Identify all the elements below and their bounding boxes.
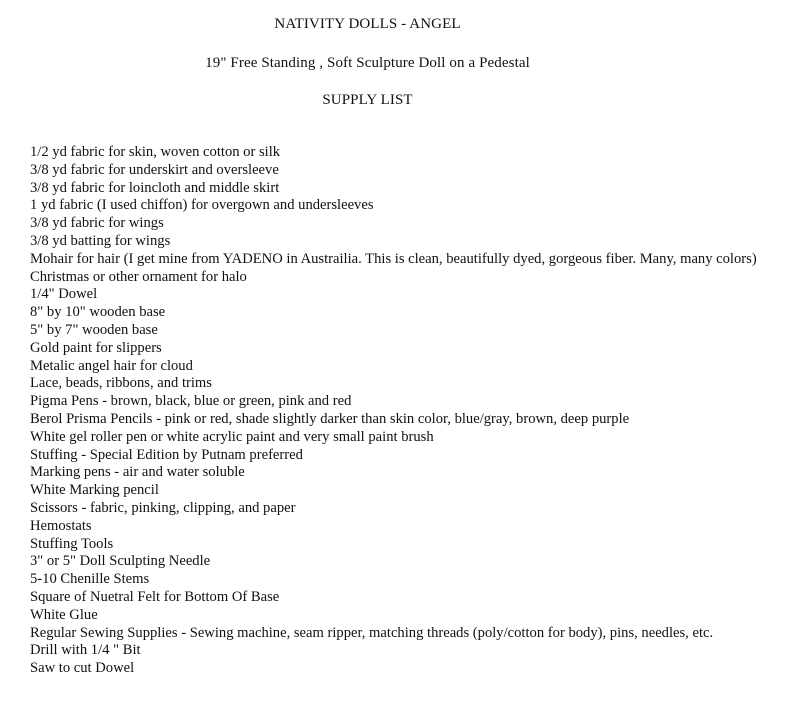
supply-item: 8" by 10" wooden base — [30, 304, 166, 321]
section-heading: SUPPLY LIST — [322, 92, 413, 108]
supply-item: Lace, beads, ribbons, and trims — [30, 375, 212, 392]
supply-item: White Marking pencil — [30, 482, 159, 499]
document-subtitle: 19" Free Standing , Soft Sculpture Doll on a Pedestal — [205, 55, 530, 71]
supply-item: 1/2 yd fabric for skin, woven cotton or silk — [30, 144, 281, 160]
supply-item: Square of Nuetral Felt for Bottom Of Base — [30, 588, 280, 605]
supply-item: Christmas or other ornament for halo — [30, 268, 247, 285]
supply-item: White gel roller pen or white acrylic paint and very small paint brush — [30, 428, 434, 445]
supply-item: White Glue — [30, 606, 98, 623]
supply-item: Gold paint for slippers — [30, 339, 162, 356]
supply-item: Scissors - fabric, pinking, clipping, and paper — [30, 499, 296, 516]
supply-item: 3/8 yd fabric for wings — [30, 215, 164, 232]
supply-item: 5-10 Chenille Stems — [30, 571, 150, 588]
supply-list — [30, 144, 795, 678]
supply-item: Stuffing - Special Edition by Putnam preferred — [30, 446, 303, 463]
supply-item: Marking pens - air and water soluble — [30, 464, 245, 481]
supply-item: Saw to cut Dowel — [30, 660, 135, 677]
supply-item: Hemostats — [30, 517, 92, 534]
supply-item: 5" by 7" wooden base — [30, 321, 158, 338]
document-title: NATIVITY DOLLS - ANGEL — [274, 16, 461, 32]
supply-item: Metalic angel hair for cloud — [30, 357, 193, 374]
supply-item: 3" or 5" Doll Sculpting Needle — [30, 553, 211, 570]
supply-item: Stuffing Tools — [30, 535, 114, 552]
supply-item: Mohair for hair (I get mine from YADENO in Austrailia. This is clean, beautifully dyed, gorgeous fiber. Many, many colors) — [30, 250, 757, 267]
supply-item: 1/4" Dowel — [30, 286, 98, 303]
supply-item: Berol Prisma Pencils - pink or red, shade slightly darker than skin color, blue/gray, brown, deep purple — [30, 410, 630, 427]
supply-item: Pigma Pens - brown, black, blue or green, pink and red — [30, 393, 352, 410]
supply-item: 3/8 yd fabric for underskirt and oversleeve — [30, 161, 279, 178]
supply-item: 3/8 yd batting for wings — [30, 232, 171, 249]
supply-item: 3/8 yd fabric for loincloth and middle skirt — [30, 179, 280, 196]
supply-item: Drill with 1/4 " Bit — [30, 642, 141, 659]
supply-item: Regular Sewing Supplies - Sewing machine, seam ripper, matching threads (poly/cotton for body), pins, needles, etc. — [30, 624, 714, 641]
supply-item: 1 yd fabric (I used chiffon) for overgown and undersleeves — [30, 197, 374, 214]
